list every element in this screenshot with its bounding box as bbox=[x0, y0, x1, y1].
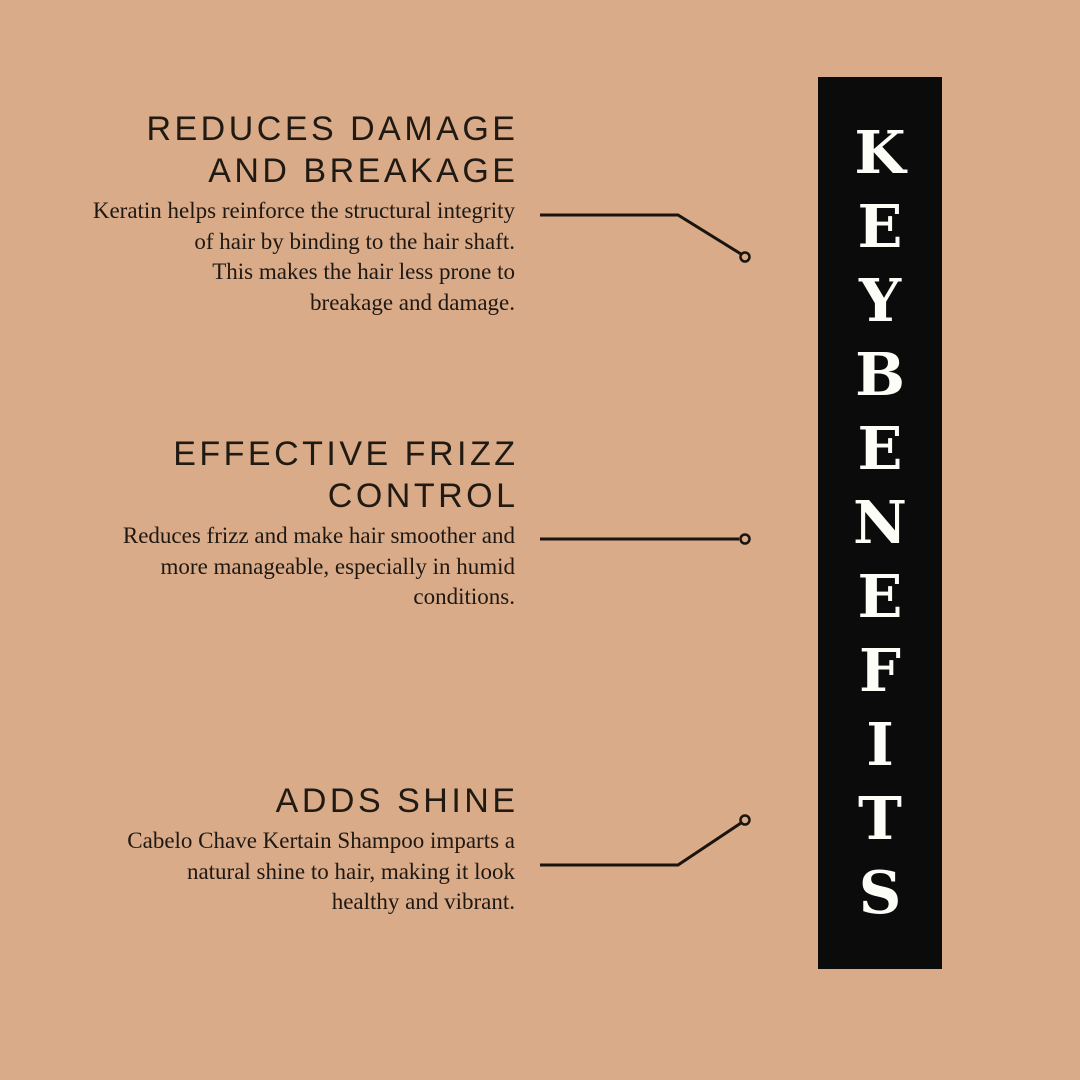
banner-letter: E bbox=[857, 414, 903, 483]
connector-dot-2 bbox=[741, 535, 750, 544]
connector-dot-1 bbox=[741, 253, 750, 262]
banner-letter: S bbox=[858, 858, 902, 927]
banner-letter: Y bbox=[858, 266, 902, 335]
benefit-description-line: conditions. bbox=[413, 584, 515, 609]
banner-letter: F bbox=[859, 636, 901, 705]
banner-letter: I bbox=[866, 710, 894, 779]
benefit-description-line: Keratin helps reinforce the structural integrity bbox=[92, 198, 515, 223]
benefit-title-line: ADDS SHINE bbox=[275, 782, 519, 820]
banner-letter: K bbox=[854, 118, 906, 187]
banner-letter: E bbox=[857, 192, 903, 261]
banner-letter: N bbox=[853, 488, 907, 557]
benefit-section-frizz-control bbox=[35, 433, 519, 613]
benefit-title-line: EFFECTIVE FRIZZ bbox=[173, 435, 519, 473]
connector-line-3 bbox=[540, 823, 741, 865]
benefit-title-line: REDUCES DAMAGE bbox=[146, 110, 519, 148]
banner-letter: B bbox=[855, 340, 905, 409]
benefit-description-line: breakage and damage. bbox=[310, 289, 515, 315]
benefit-section-reduces-damage bbox=[35, 108, 519, 318]
key-benefits-banner bbox=[818, 77, 942, 969]
benefit-description-line: more manageable, especially in humid bbox=[160, 553, 515, 579]
benefit-description-line: of hair by binding to the hair shaft. bbox=[194, 228, 515, 254]
benefit-description-line: This makes the hair less prone to bbox=[212, 259, 515, 284]
benefit-description bbox=[35, 196, 515, 318]
benefit-title bbox=[35, 108, 519, 192]
connector-dot-3 bbox=[741, 816, 750, 825]
benefit-description-line: Reduces frizz and make hair smoother and bbox=[122, 523, 515, 548]
benefit-description bbox=[35, 521, 515, 613]
benefit-title-line: CONTROL bbox=[327, 477, 519, 515]
benefit-title bbox=[35, 780, 519, 822]
benefit-section-adds-shine bbox=[35, 780, 519, 918]
benefit-description-line: healthy and vibrant. bbox=[331, 889, 515, 914]
benefit-description-line: natural shine to hair, making it look bbox=[186, 858, 515, 884]
benefit-title-line: AND BREAKAGE bbox=[208, 152, 519, 190]
benefit-description-line: Cabelo Chave Kertain Shampoo imparts a bbox=[127, 828, 515, 853]
banner-letter: E bbox=[857, 562, 903, 631]
banner-letter: T bbox=[858, 784, 902, 853]
connector-line-1 bbox=[540, 215, 741, 254]
benefit-title bbox=[35, 433, 519, 517]
benefit-description bbox=[35, 826, 515, 918]
